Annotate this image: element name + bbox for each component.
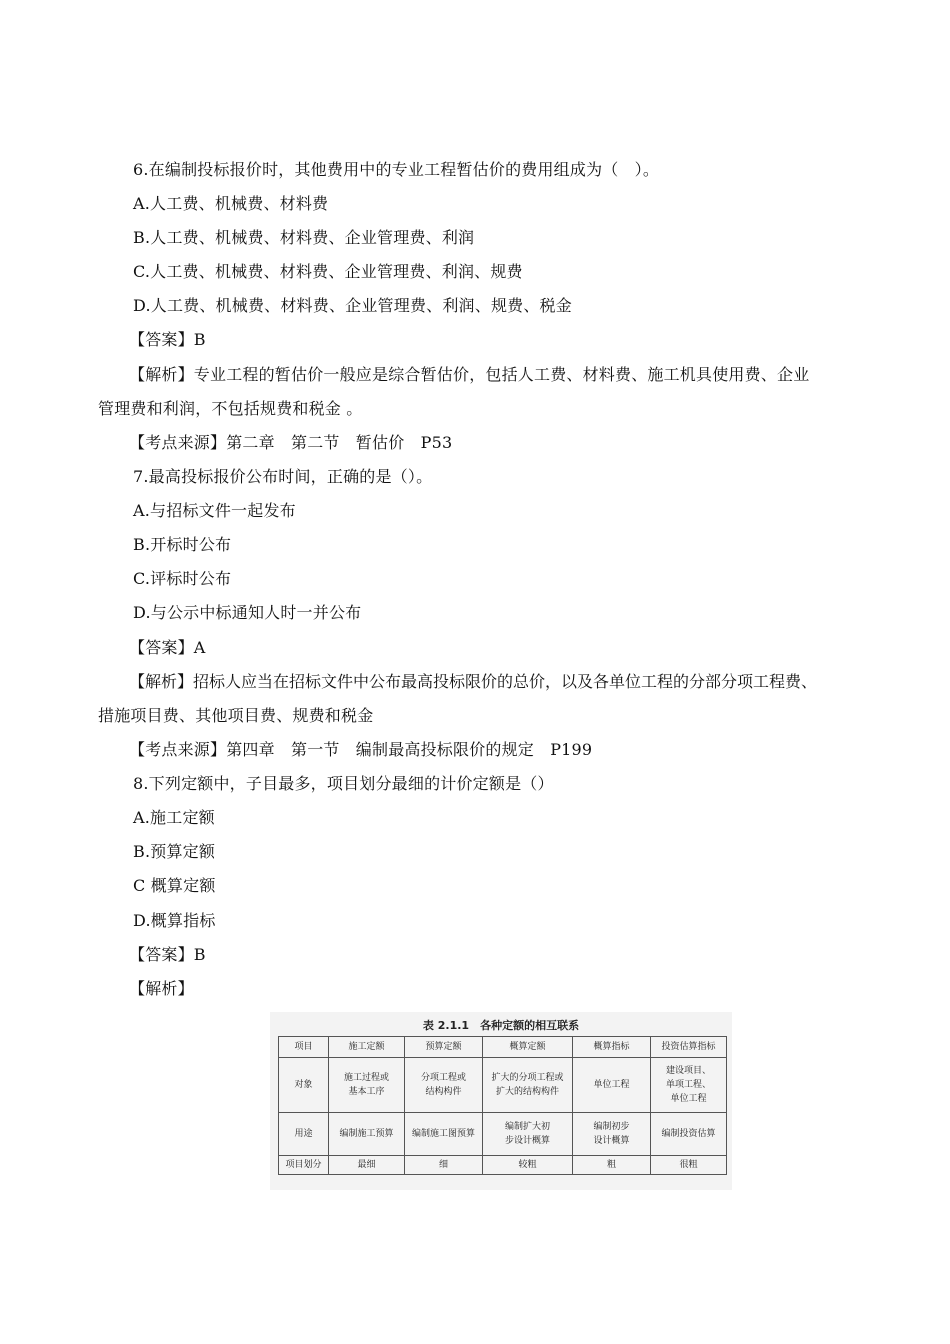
table-row [279, 1058, 727, 1113]
question-7-answer: 【答案】A [129, 638, 206, 657]
table-cell: 编制投资估算 [651, 1113, 727, 1156]
question-6-option-b: B.人工费、机械费、材料费、企业管理费、利润 [133, 228, 475, 247]
table-cell: 编制施工图预算 [405, 1113, 483, 1156]
table-row [279, 1156, 727, 1175]
table-header-row [279, 1037, 727, 1058]
question-7-option-c: C.评标时公布 [133, 569, 232, 588]
question-6-stem: 6.在编制投标报价时，其他费用中的专业工程暂估价的费用组成为（ ）。 [133, 160, 660, 179]
table-header-cell: 项目 [279, 1037, 329, 1058]
question-6-option-a: A.人工费、机械费、材料费 [133, 194, 329, 213]
question-7-analysis: 【解析】招标人应当在招标文件中公布最高投标限价的总价，以及各单位工程的分部分项工程费、 [129, 672, 818, 691]
question-6-option-d: D.人工费、机械费、材料费、企业管理费、利润、规费、税金 [133, 296, 572, 315]
table-cell: 扩大的分项工程或 扩大的结构构件 [483, 1058, 573, 1113]
question-7-option-b: B.开标时公布 [133, 535, 232, 554]
question-6-analysis-cont: 管理费和利润，不包括规费和税金 。 [98, 399, 363, 418]
question-8-option-d: D.概算指标 [133, 911, 216, 930]
question-7-source: 【考点来源】第四章 第一节 编制最高投标限价的规定 P199 [129, 740, 593, 759]
question-8-answer: 【答案】B [129, 945, 206, 964]
table-cell: 细 [405, 1156, 483, 1175]
question-7-option-a: A.与招标文件一起发布 [133, 501, 296, 520]
question-7-stem: 7.最高投标报价公布时间，正确的是（）。 [133, 467, 433, 486]
table-title: 表 2.1.1 各种定额的相互联系 [422, 1019, 580, 1032]
quota-relationship-table [278, 1036, 727, 1175]
table-cell: 编制初步 设计概算 [573, 1113, 651, 1156]
table-cell: 很粗 [651, 1156, 727, 1175]
table-cell: 项目划分 [279, 1156, 329, 1175]
table-cell: 编制扩大初 步设计概算 [483, 1113, 573, 1156]
question-7-analysis-cont: 措施项目费、其他项目费、规费和税金 [98, 706, 374, 725]
table-header-cell: 概算定额 [483, 1037, 573, 1058]
question-8-option-b: B.预算定额 [133, 842, 216, 861]
question-8-option-a: A.施工定额 [133, 808, 215, 827]
table-row [279, 1113, 727, 1156]
table-cell: 对象 [279, 1058, 329, 1113]
question-7-option-d: D.与公示中标通知人时一并公布 [133, 603, 362, 622]
table-cell: 单位工程 [573, 1058, 651, 1113]
question-8-stem: 8.下列定额中，子目最多，项目划分最细的计价定额是（） [133, 774, 554, 793]
question-8-option-c: C 概算定额 [133, 876, 216, 895]
question-6-source: 【考点来源】第二章 第二节 暂估价 P53 [129, 433, 453, 452]
table-cell: 用途 [279, 1113, 329, 1156]
table-cell: 较粗 [483, 1156, 573, 1175]
table-cell: 分项工程或 结构构件 [405, 1058, 483, 1113]
table-header-cell: 投资估算指标 [651, 1037, 727, 1058]
table-cell: 编制施工预算 [329, 1113, 405, 1156]
table-header-cell: 概算指标 [573, 1037, 651, 1058]
quota-relationship-table-image [270, 1012, 732, 1190]
question-6-analysis: 【解析】专业工程的暂估价一般应是综合暂估价，包括人工费、材料费、施工机具使用费、企业 [129, 365, 810, 384]
table-cell: 最细 [329, 1156, 405, 1175]
table-header-cell: 预算定额 [405, 1037, 483, 1058]
table-cell: 施工过程或 基本工序 [329, 1058, 405, 1113]
table-header-cell: 施工定额 [329, 1037, 405, 1058]
table-cell: 粗 [573, 1156, 651, 1175]
question-6-answer: 【答案】B [129, 330, 206, 349]
table-cell: 建设项目、 单项工程、 单位工程 [651, 1058, 727, 1113]
question-6-option-c: C.人工费、机械费、材料费、企业管理费、利润、规费 [133, 262, 523, 281]
question-8-analysis: 【解析】 [129, 979, 194, 998]
